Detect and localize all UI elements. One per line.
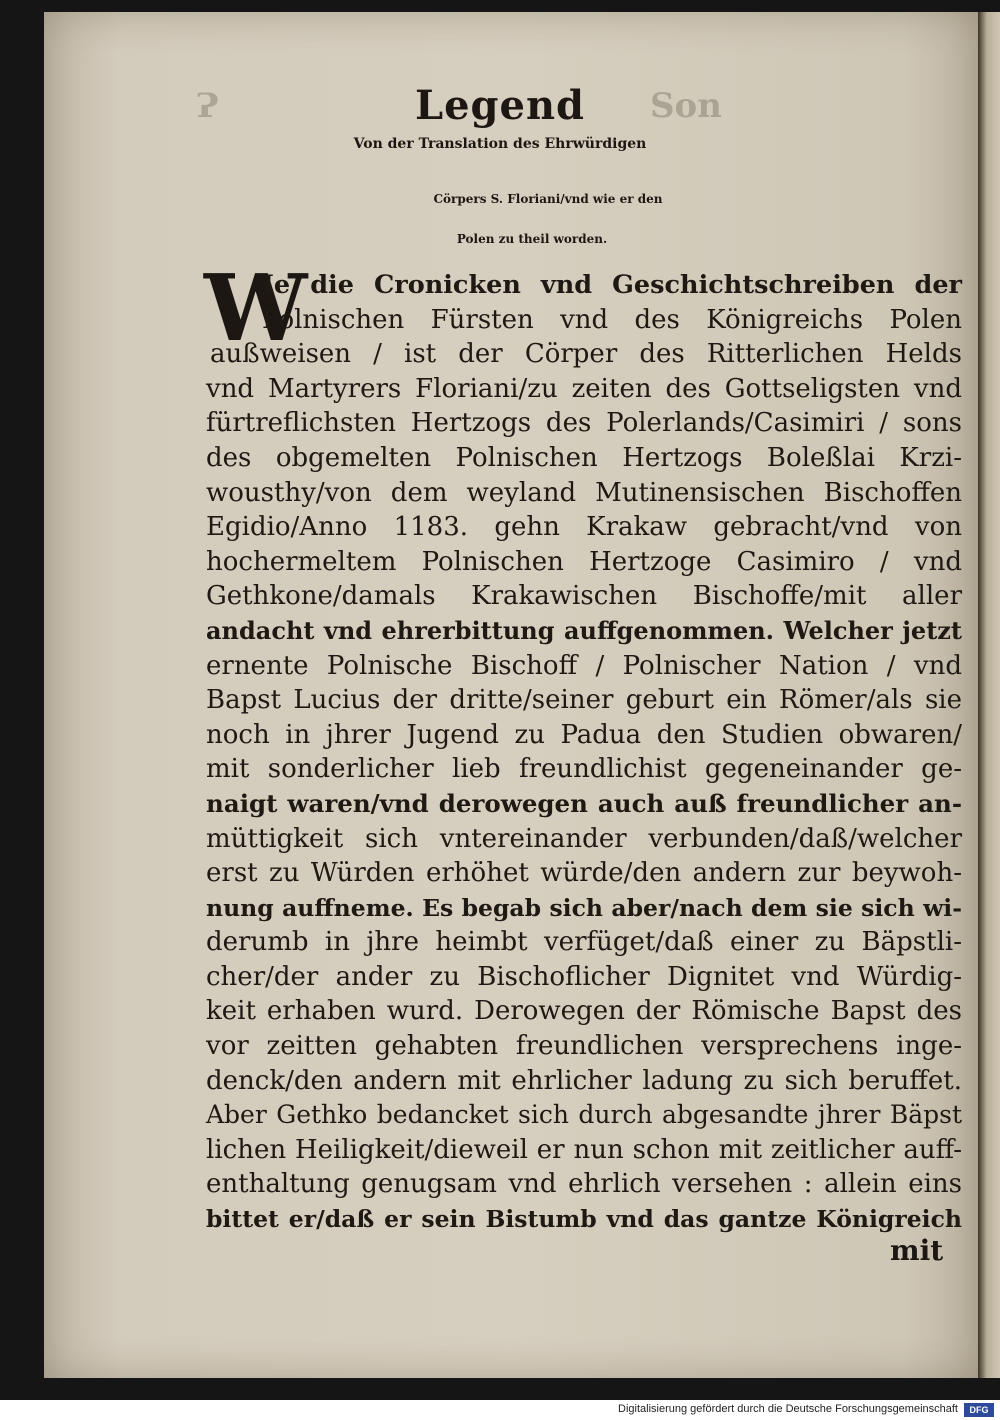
body-line-7: wousthy/von dem weyland Mutinensischen Bischoffen xyxy=(206,477,962,508)
body-line-6: des obgemelten Polnischen Hertzogs Boleßlai Krzi- xyxy=(206,442,962,473)
body-line-1: Ie die Cronicken vnd Geschichtschreiben der xyxy=(262,270,962,300)
body-line-23: vor zeitten gehabten freundlichen versprechens inge- xyxy=(206,1031,962,1062)
footer-bar xyxy=(0,1400,1000,1420)
body-line-8: Egidio/Anno 1183. gehn Krakaw gebracht/vnd von xyxy=(206,512,962,543)
dfg-logo: DFG xyxy=(964,1403,994,1417)
show-through-text-right: Son xyxy=(650,86,722,126)
body-line-21: cher/der ander zu Bischoflicher Dignitet vnd Würdig- xyxy=(206,961,962,992)
show-through-text-left: Ɂ xyxy=(196,86,219,126)
catchword: mit xyxy=(890,1234,944,1267)
body-line-15: mit sonderlicher lieb freundlichist gegeneinander ge- xyxy=(206,754,962,785)
body-line-17: müttigkeit sich vntereinander verbunden/daß/welcher xyxy=(206,823,962,854)
page-edge xyxy=(978,12,1000,1378)
body-line-9: hochermeltem Polnischen Hertzoge Casimiro / vnd xyxy=(206,546,962,577)
body-line-13: Bapst Lucius der dritte/seiner geburt ein Römer/als sie xyxy=(206,685,962,716)
body-line-19: nung auffneme. Es begab sich aber/nach dem sie sich wi- xyxy=(206,893,962,922)
body-text xyxy=(206,268,962,1237)
body-line-20: derumb in jhre heimbt verfüget/daß einer zu Bäpstli- xyxy=(206,927,962,958)
body-line-28: bittet er/daß er sein Bistumb vnd das gantze Königreich xyxy=(206,1205,962,1234)
body-line-11: andacht vnd ehrerbittung auffgenommen. Welcher jetzt xyxy=(206,615,962,645)
footer-credit: Digitalisierung gefördert durch die Deutsche Forschungsgemeinschaft xyxy=(618,1403,958,1415)
running-head: Legend xyxy=(414,82,586,129)
body-line-14: noch in jhrer Jugend zu Padua den Studien obwaren/ xyxy=(206,719,962,750)
body-line-3: außweisen / ist der Cörper des Ritterlichen Helds xyxy=(210,339,962,370)
body-line-2: Polnischen Fürsten vnd des Königreichs Polen xyxy=(262,304,962,335)
title-line-2: Cörpers S. Floriani/vnd wie er den xyxy=(433,192,663,206)
title-line-1: Von der Translation des Ehrwürdigen xyxy=(353,136,647,152)
body-line-27: enthaltung genugsam vnd ehrlich versehen : allein eins xyxy=(206,1169,962,1200)
body-line-24: denck/den andern mit ehrlicher ladung zu sich beruffet. xyxy=(206,1065,962,1096)
body-line-25: Aber Gethko bedancket sich durch abgesandte jhrer Bäpst xyxy=(206,1100,962,1130)
body-line-10: Gethkone/damals Krakawischen Bischoffe/mit aller xyxy=(206,581,962,612)
body-line-5: fürtreflichsten Hertzogs des Polerlands/Casimiri / sons xyxy=(206,408,962,439)
body-line-12: ernente Polnische Bischoff / Polnischer Nation / vnd xyxy=(206,650,962,681)
body-line-22: keit erhaben wurd. Derowegen der Römische Bapst des xyxy=(206,996,962,1027)
title-line-3: Polen zu theil worden. xyxy=(456,232,608,246)
body-line-4: vnd Martyrers Floriani/zu zeiten des Gottseligsten vnd xyxy=(206,373,962,404)
body-line-18: erst zu Würden erhöhet würde/den andern zur beywoh- xyxy=(206,858,962,889)
drop-cap: W xyxy=(204,254,308,362)
body-line-16: naigt waren/vnd derowegen auch auß freundlicher an- xyxy=(206,788,962,818)
body-line-26: lichen Heiligkeit/dieweil er nun schon mit zeitlicher auff- xyxy=(206,1134,962,1165)
